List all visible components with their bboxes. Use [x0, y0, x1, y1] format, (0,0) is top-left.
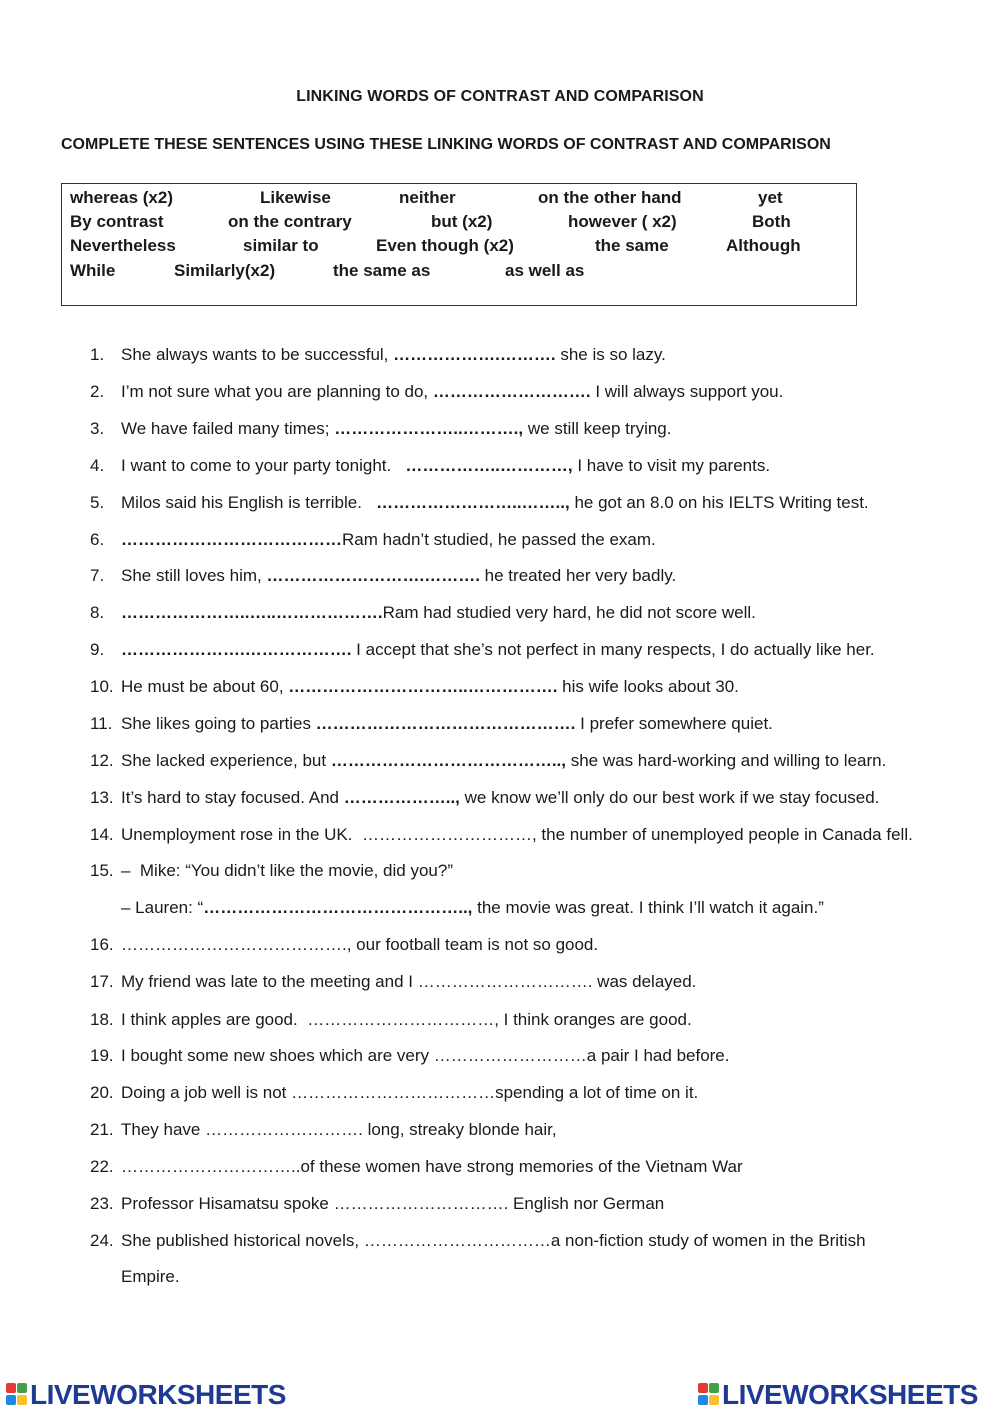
word-bank-item: on the other hand: [538, 188, 682, 207]
answer-blank[interactable]: ………………………….: [333, 1194, 509, 1213]
page-title: LINKING WORDS OF CONTRAST AND COMPARISON: [296, 88, 704, 105]
word-bank-item: While: [70, 261, 116, 280]
sentence-text: She lacked experience, but: [121, 751, 331, 770]
sentence-text: I’m not sure what you are planning to do,: [121, 382, 433, 401]
sentence-text: Doing a job well is not: [121, 1083, 292, 1102]
sentence-number: 12.: [90, 751, 114, 770]
word-bank-item: but (x2): [431, 212, 493, 231]
word-bank-item: Both: [752, 212, 791, 231]
answer-blank[interactable]: ……………………….: [432, 382, 591, 401]
answer-blank[interactable]: ……………..…………,: [405, 456, 573, 475]
sentence-text: the movie was great. I think I’ll watch it again.”: [472, 898, 824, 917]
sentence-number: 14.: [90, 825, 114, 844]
sentence-text: was delayed.: [592, 972, 697, 991]
sentence-item: [90, 935, 598, 955]
sentence-text: Ram had studied very hard, he did not score well.: [382, 603, 756, 622]
answer-blank[interactable]: …………………………..: [121, 1157, 301, 1176]
sentence-item: [90, 1046, 730, 1066]
sentence-text: I want to come to your party tonight.: [121, 456, 406, 475]
sentence-text: I accept that she’s not perfect in many respects, I do actually like her.: [351, 640, 875, 659]
sentence-number: 5.: [90, 493, 105, 512]
sentence-item: [90, 1120, 557, 1140]
sentence-number: 13.: [90, 788, 114, 807]
answer-blank[interactable]: ………………………: [433, 1046, 587, 1065]
answer-blank[interactable]: …………………………………..,: [330, 751, 566, 770]
sentence-text: of these women have strong memories of the Vietnam War: [300, 1157, 743, 1176]
instructions-heading: COMPLETE THESE SENTENCES USING THESE LINKING WORDS OF CONTRAST AND COMPARISON: [61, 136, 831, 153]
sentence-text: we still keep trying.: [523, 419, 672, 438]
sentence-text: English nor German: [508, 1194, 665, 1213]
sentence-item: [90, 788, 879, 808]
sentence-number: 2.: [90, 382, 105, 401]
sentence-text: Milos said his English is terrible.: [121, 493, 377, 512]
logo-text: LIVEWORKSHEETS: [30, 1379, 286, 1410]
sentence-item: [90, 714, 773, 734]
sentence-text: – Mike: “You didn’t like the movie, did you?”: [121, 861, 453, 880]
answer-blank[interactable]: ……………….……….: [393, 345, 556, 364]
sentence-text: She published historical novels,: [121, 1231, 364, 1250]
sentence-item: [90, 1010, 692, 1030]
sentence-text: Unemployment rose in the UK.: [121, 825, 362, 844]
sentence-text: a pair I had before.: [586, 1046, 730, 1065]
sentence-text: She likes going to parties: [121, 714, 316, 733]
sentence-item: [90, 825, 913, 845]
sentence-item: [90, 1157, 743, 1177]
sentence-number: 8.: [90, 603, 105, 622]
sentence-text: We have failed many times;: [121, 419, 335, 438]
sentence-item: [90, 530, 656, 550]
sentence-text: , our football team is not so good.: [346, 935, 599, 954]
sentence-text: , the number of unemployed people in Canada fell.: [531, 825, 913, 844]
sentence-text: I will always support you.: [590, 382, 784, 401]
sentence-number: 7.: [90, 566, 105, 585]
footer-logo-left: [6, 1379, 286, 1411]
sentence-item: [90, 677, 739, 697]
word-bank-item: Similarly(x2): [174, 261, 276, 280]
sentence-item: [90, 345, 666, 365]
answer-blank[interactable]: …………………………………: [121, 530, 342, 549]
sentence-number: 16.: [90, 935, 114, 954]
sentence-item: [90, 1231, 866, 1251]
answer-blank[interactable]: ………………………………………..,: [203, 898, 473, 917]
sentence-text: Ram hadn’t studied, he passed the exam.: [342, 530, 656, 549]
sentence-text: She still loves him,: [121, 566, 267, 585]
sentence-text: we know we’ll only do our best work if we stay focused.: [459, 788, 880, 807]
sentence-text: a non-fiction study of women in the British: [550, 1231, 866, 1250]
word-bank-item: as well as: [505, 261, 585, 280]
word-bank-item: Although: [726, 236, 801, 255]
footer-logo-right: [698, 1379, 978, 1411]
sentence-text: he got an 8.0 on his IELTS Writing test.: [569, 493, 869, 512]
sentence-text: spending a lot of time on it.: [495, 1083, 699, 1102]
sentence-text: She always wants to be successful,: [121, 345, 394, 364]
sentence-text: long, streaky blonde hair,: [362, 1120, 557, 1139]
sentence-text: she is so lazy.: [555, 345, 666, 364]
word-bank-item: Even though (x2): [376, 236, 514, 255]
sentence-item: [90, 1083, 698, 1103]
word-bank-item: By contrast: [70, 212, 164, 231]
answer-blank[interactable]: ……………………….……….: [266, 566, 480, 585]
word-bank-item: Likewise: [260, 188, 331, 207]
sentence-text: They have: [121, 1120, 206, 1139]
answer-blank[interactable]: …………………………..…………….: [288, 677, 558, 696]
sentence-number: 22.: [90, 1157, 114, 1176]
word-bank-item: yet: [758, 188, 783, 207]
answer-blank[interactable]: ……………………………………….: [315, 714, 576, 733]
word-bank-item: Nevertheless: [70, 236, 176, 255]
answer-blank[interactable]: ………………………………….: [121, 935, 347, 954]
sentence-text: his wife looks about 30.: [557, 677, 739, 696]
sentence-text: he treated her very badly.: [479, 566, 677, 585]
sentence-number: 19.: [90, 1046, 114, 1065]
logo-icon: [6, 1383, 28, 1407]
sentence-number: 10.: [90, 677, 114, 696]
sentence-number: 18.: [90, 1010, 114, 1029]
word-bank-item: the same as: [333, 261, 431, 280]
sentence-number: 11.: [90, 714, 113, 733]
sentence-15-line-2: [121, 898, 824, 918]
sentence-item: [90, 419, 671, 439]
answer-blank[interactable]: …………………………: [361, 825, 532, 844]
sentence-number: 1.: [90, 345, 105, 364]
sentence-number: 24.: [90, 1231, 114, 1250]
sentence-item: [90, 972, 696, 992]
sentence-text: I bought some new shoes which are very: [121, 1046, 434, 1065]
sentence-text: she was hard-working and willing to learn.: [565, 751, 887, 770]
sentence-number: 20.: [90, 1083, 114, 1102]
sentence-number: 4.: [90, 456, 105, 475]
sentence-number: 9.: [90, 640, 105, 659]
answer-blank[interactable]: ………………….……………….: [121, 640, 352, 659]
sentence-text: I prefer somewhere quiet.: [575, 714, 773, 733]
sentence-item: [90, 493, 869, 513]
sentence-number: 6.: [90, 530, 105, 549]
sentence-text: I think apples are good.: [121, 1010, 308, 1029]
word-bank-box: [61, 183, 857, 306]
sentence-text: Professor Hisamatsu spoke: [121, 1194, 334, 1213]
word-bank-item: neither: [399, 188, 456, 207]
sentence-item: [90, 566, 676, 586]
sentence-text: It’s hard to stay focused. And: [121, 788, 344, 807]
sentence-text: , I think oranges are good.: [494, 1010, 692, 1029]
word-bank-item: whereas (x2): [70, 188, 173, 207]
sentence-number: 21.: [90, 1120, 114, 1139]
sentence-item: [90, 640, 875, 660]
sentence-number: 23.: [90, 1194, 114, 1213]
sentence-item: [90, 1194, 664, 1214]
answer-blank[interactable]: ……………………..……..,: [376, 493, 570, 512]
sentence-text: – Lauren: “: [121, 898, 204, 917]
answer-blank[interactable]: …………………..……….,: [334, 419, 524, 438]
sentence-text: He must be about 60,: [121, 677, 289, 696]
sentence-item: [90, 751, 886, 771]
sentence-24-line-2: Empire.: [121, 1267, 180, 1286]
answer-blank[interactable]: …………………..…..……………….: [121, 603, 383, 622]
answer-blank[interactable]: ……………………………: [363, 1231, 551, 1250]
answer-blank[interactable]: ……………………………: [307, 1010, 495, 1029]
logo-icon: [698, 1383, 720, 1407]
answer-blank[interactable]: ………………..,: [343, 788, 460, 807]
sentence-item: [90, 382, 783, 402]
sentence-item: [90, 861, 453, 881]
word-bank-item: on the contrary: [228, 212, 352, 231]
word-bank-item: however ( x2): [568, 212, 677, 231]
sentence-text: I have to visit my parents.: [572, 456, 771, 475]
sentence-item: [90, 603, 756, 623]
sentence-text: My friend was late to the meeting and I: [121, 972, 418, 991]
sentence-item: [90, 456, 770, 476]
answer-blank[interactable]: ………………………………: [291, 1083, 496, 1102]
sentence-number: 17.: [90, 972, 114, 991]
word-bank-item: the same: [595, 236, 669, 255]
sentence-number: 3.: [90, 419, 105, 438]
answer-blank[interactable]: ……………………….: [205, 1120, 363, 1139]
sentence-number: 15.: [90, 861, 114, 880]
word-bank-item: similar to: [243, 236, 319, 255]
logo-text: LIVEWORKSHEETS: [722, 1379, 978, 1410]
answer-blank[interactable]: ………………………….: [417, 972, 593, 991]
